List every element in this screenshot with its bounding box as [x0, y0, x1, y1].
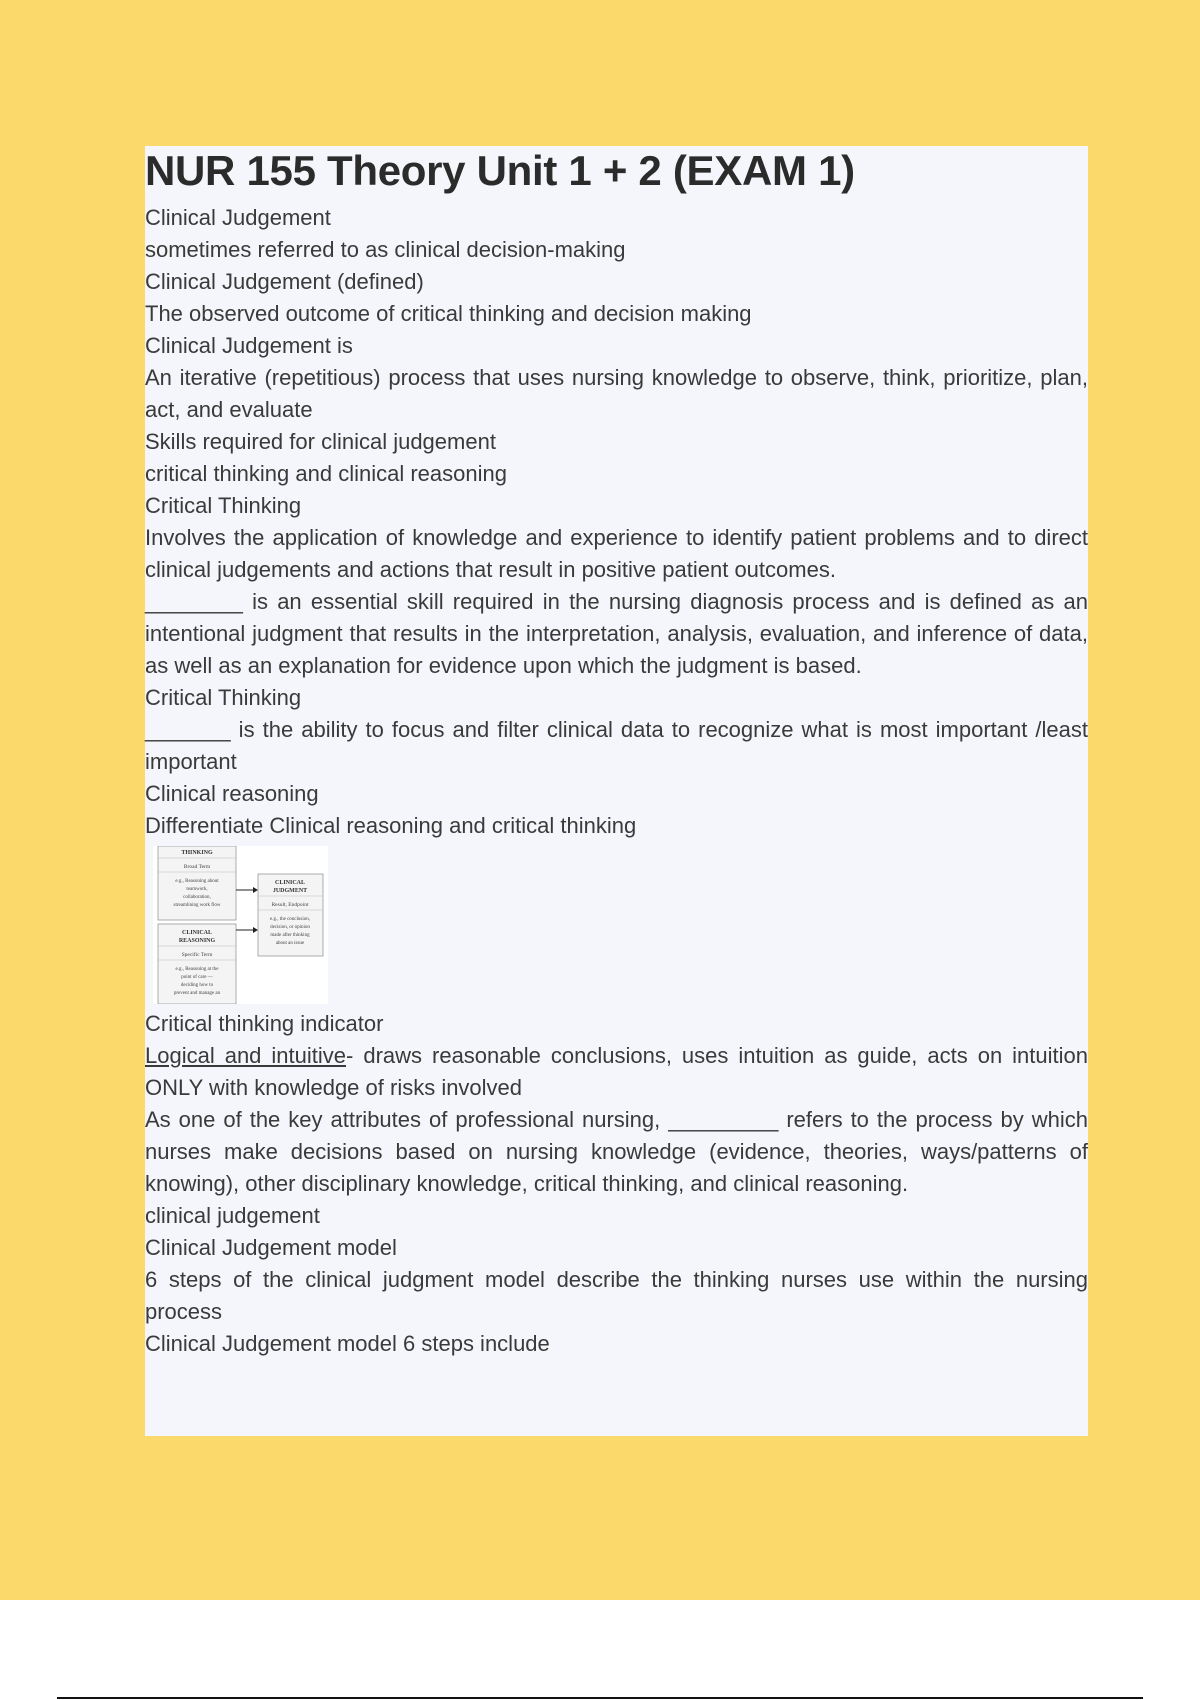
term-line: Clinical Judgement is: [145, 333, 353, 358]
term-line: Clinical Judgement model 6 steps include: [145, 1331, 550, 1356]
document-title: NUR 155 Theory Unit 1 + 2 (EXAM 1): [145, 147, 855, 194]
svg-text:decision, or opinion: decision, or opinion: [270, 925, 310, 930]
svg-text:prevent and manage an: prevent and manage an: [173, 991, 221, 996]
svg-text:made after thinking: made after thinking: [270, 933, 310, 938]
term-line: Clinical Judgement (defined): [145, 269, 424, 294]
answer-line: clinical judgement: [145, 1203, 320, 1228]
svg-text:JUDGMENT: JUDGMENT: [272, 888, 308, 894]
cj-scope-text: Result, Endpoint: [271, 902, 309, 908]
svg-text:streamlining work flow: streamlining work flow: [173, 903, 221, 908]
indicator-term: Logical and intuitive: [145, 1043, 347, 1068]
indicator-description: - draws reasonable conclusions, uses intuition as guide, acts on intuition ONLY with knowledge of risks involved: [145, 1043, 1089, 1100]
svg-text:deciding how to: deciding how to: [180, 983, 214, 988]
svg-text:REASONING: REASONING: [178, 938, 216, 944]
term-line: Differentiate Clinical reasoning and critical thinking: [145, 813, 637, 838]
definition-paragraph: An iterative (repetitious) process that uses nursing knowledge to observe, think, prioritize, plan, act, and evaluate: [145, 365, 1088, 422]
svg-text:CLINICAL: CLINICAL: [274, 880, 306, 886]
question-paragraph: ________ is an essential skill required in the nursing diagnosis process and is defined as an intentional judgment that results in the interpretation, analysis, evaluation, and inference of data, as well as an explanation for evidence upon which the judgment is based.: [145, 589, 1088, 678]
question-paragraph: _______ is the ability to focus and filter clinical data to recognize what is most important /least important: [145, 717, 1088, 774]
answer-line: Critical Thinking: [145, 685, 302, 710]
term-line: Critical Thinking: [145, 493, 302, 518]
term-line: Clinical Judgement model: [145, 1235, 397, 1260]
reasoning-vs-thinking-diagram: [153, 846, 328, 1004]
svg-text:e.g., the conclusion,: e.g., the conclusion,: [270, 917, 310, 922]
svg-text:e.g., Reasoning about: e.g., Reasoning about: [175, 879, 219, 884]
cr-scope-text: Specific Term: [181, 952, 213, 958]
critical-thinking-label: THINKING: [181, 850, 213, 856]
svg-text:about an issue: about an issue: [275, 941, 305, 946]
svg-text:point of care —: point of care —: [181, 975, 213, 980]
svg-text:collaboration,: collaboration,: [183, 895, 211, 900]
svg-text:teamwork,: teamwork,: [186, 887, 208, 892]
flashcard-list: [145, 202, 1088, 1360]
term-line: Clinical Judgement: [145, 205, 331, 230]
definition-paragraph: 6 steps of the clinical judgment model describe the thinking nurses use within the nursing process: [145, 1267, 1088, 1324]
indicator-paragraph: [145, 1040, 1088, 1104]
document-page: [145, 146, 1088, 1436]
definition-line: The observed outcome of critical thinking and decision making: [145, 301, 752, 326]
term-line: Skills required for clinical judgement: [145, 429, 496, 454]
ct-scope-text: Broad Term: [183, 864, 211, 870]
indicator-heading: Critical thinking indicator: [145, 1011, 384, 1036]
question-paragraph: As one of the key attributes of professional nursing, _________ refers to the process by which nurses make decisions based on nursing knowledge (evidence, theories, ways/patterns of knowing), other disciplinary knowledge, critical thinking, and clinical reasoning.: [145, 1107, 1088, 1196]
definition-paragraph: Involves the application of knowledge and experience to identify patient problems and to direct clinical judgements and actions that result in positive patient outcomes.: [145, 525, 1088, 582]
definition-line: critical thinking and clinical reasoning: [145, 461, 507, 486]
footer-rule: [57, 1697, 1143, 1699]
svg-text:CLINICAL: CLINICAL: [181, 930, 213, 936]
svg-text:e.g., Reasoning at the: e.g., Reasoning at the: [175, 967, 219, 972]
answer-line: Clinical reasoning: [145, 781, 319, 806]
definition-line: sometimes referred to as clinical decision-making: [145, 237, 626, 262]
